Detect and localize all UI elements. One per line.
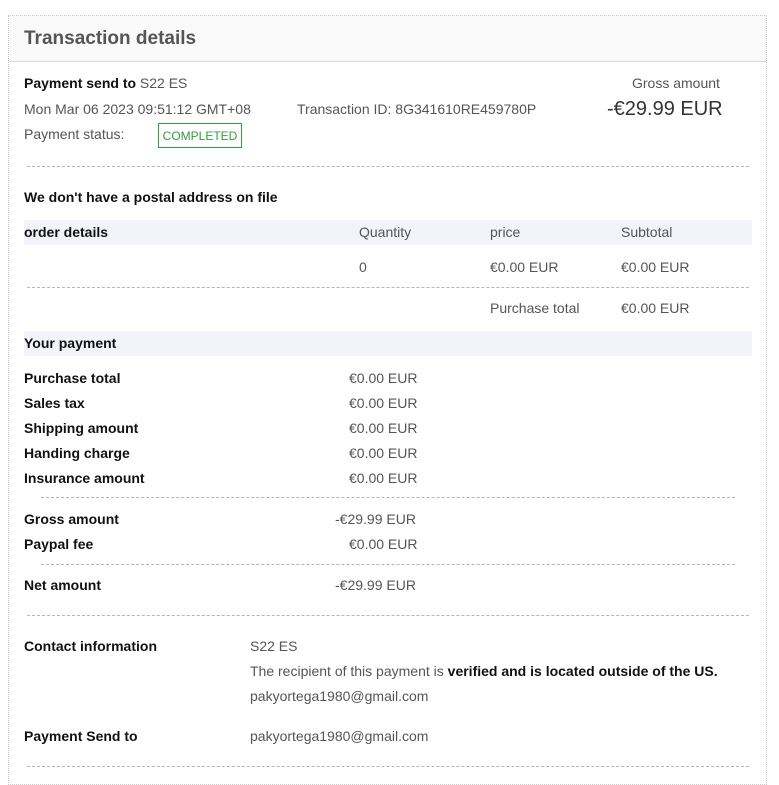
paypal-fee-label: Paypal fee [24, 536, 94, 552]
payment-send-to-label: Payment send to [24, 75, 137, 91]
postal-address-notice: We don't have a postal address on file [24, 189, 278, 205]
payment-line-value: €0.00 EUR [349, 420, 418, 436]
note-verified: verified and is located outside of the US. [447, 663, 718, 679]
your-payment-header [24, 331, 752, 356]
order-subtotal: €0.00 EUR [621, 259, 690, 275]
status-badge: COMPLETED [158, 123, 242, 148]
divider [41, 564, 735, 565]
payment-line-value: €0.00 EUR [349, 395, 418, 411]
payment-send-to-email: pakyortega1980@gmail.com [250, 728, 429, 744]
order-price: €0.00 EUR [490, 259, 559, 275]
order-details-header: order details [24, 224, 109, 240]
net-amount-value: -€29.99 EUR [335, 577, 416, 593]
divider [27, 287, 749, 288]
order-quantity: 0 [359, 259, 367, 275]
subtotal-header: Subtotal [621, 224, 673, 240]
transaction-id-value: 8G341610RE459780P [395, 101, 537, 117]
price-header: price [490, 224, 521, 240]
divider [27, 766, 749, 767]
gross-amount-line-value: -€29.99 EUR [335, 511, 416, 527]
paypal-fee-value: €0.00 EUR [349, 536, 418, 552]
gross-amount-line-label: Gross amount [24, 511, 119, 527]
purchase-total-label: Purchase total [490, 300, 580, 316]
gross-amount-label: Gross amount [632, 75, 720, 91]
note-prefix: The recipient of this payment is [250, 663, 448, 679]
panel-header [9, 16, 766, 62]
net-amount-label: Net amount [24, 577, 101, 593]
payment-line-value: €0.00 EUR [349, 370, 418, 386]
transaction-date: Mon Mar 06 2023 09:51:12 GMT+08 [24, 101, 251, 117]
payment-line-label: Sales tax [24, 395, 85, 411]
payment-status-label: Payment status: [24, 126, 125, 142]
purchase-total-value: €0.00 EUR [621, 300, 690, 316]
divider [27, 615, 749, 616]
payment-send-to-label: Payment Send to [24, 728, 138, 744]
payment-send-to-value: S22 ES [139, 75, 188, 91]
payment-line-value: €0.00 EUR [349, 445, 418, 461]
payment-send-to [24, 75, 187, 91]
contact-name: S22 ES [250, 638, 298, 654]
transaction-id-label: Transaction ID: [297, 101, 392, 117]
quantity-header: Quantity [359, 224, 412, 240]
divider [27, 166, 749, 167]
recipient-verification-note [250, 663, 718, 679]
contact-information-label: Contact information [24, 638, 157, 654]
payment-line-label: Insurance amount [24, 470, 145, 486]
payment-line-value: €0.00 EUR [349, 470, 418, 486]
payment-line-label: Handing charge [24, 445, 130, 461]
divider [41, 497, 735, 498]
contact-email: pakyortega1980@gmail.com [250, 688, 429, 704]
your-payment-title: Your payment [24, 335, 117, 351]
transaction-id [297, 101, 536, 117]
gross-amount-value: -€29.99 EUR [607, 98, 723, 120]
payment-line-label: Shipping amount [24, 420, 139, 436]
page-title: Transaction details [24, 28, 197, 49]
payment-line-label: Purchase total [24, 370, 121, 386]
